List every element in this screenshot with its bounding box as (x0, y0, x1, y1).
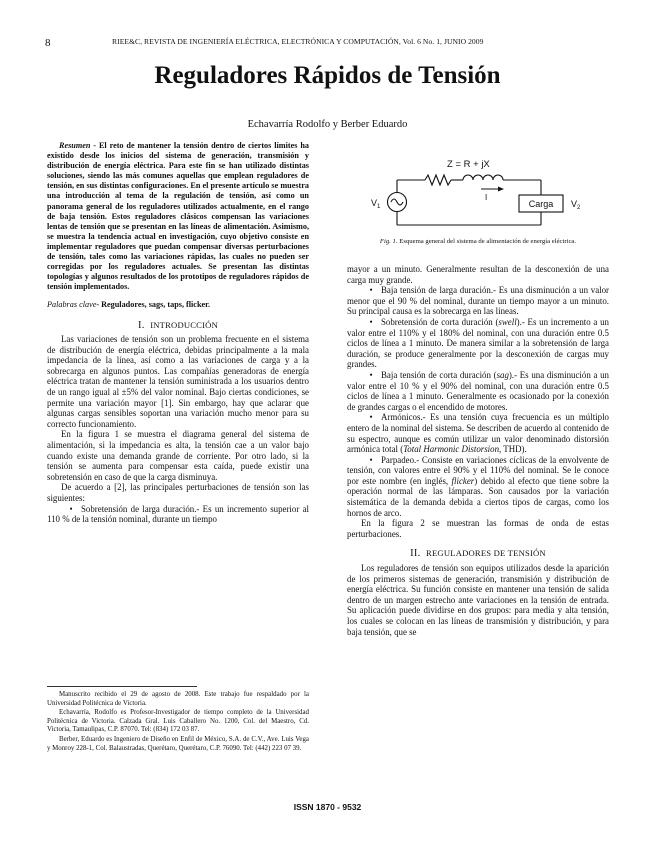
section-numeral: II. (410, 548, 421, 560)
resistor-symbol (425, 175, 451, 185)
abstract-lead: Resumen (59, 141, 91, 150)
sine-icon (391, 199, 403, 205)
caption-text: Esquema general del sistema de alimentación de energía eléctrica. (397, 238, 577, 245)
keywords (47, 300, 309, 310)
footnotes (47, 691, 309, 754)
section-heading-reguladores (347, 548, 609, 560)
section-title: REGULADORES DE TENSIÓN (426, 548, 546, 559)
bullet-text-pre: Baja tensión de corta duración ( (381, 369, 497, 380)
bullet-term: flicker (451, 475, 475, 486)
v2-label (571, 199, 581, 211)
bullet-glyph: • (69, 503, 73, 514)
abstract-text: - El reto de mantener la tensión dentro de ciertos límites ha existido desde los inicios del sistema de generación, transmisión y distribución de energía eléctrica. Para este fin se han utilizado distintas soluciones, siendo las más comunes aquellas que emplean reguladores de tensión, en sus distintas configuraciones. En el presente artículo se muestra una introducción al tema de la regulación de tensión, así como un panorama general de los reguladores utilizados actualmente, en el rango de baja tensión. Estos reguladores clásicos compensan las variaciones lentas de tensión que se presentan en las líneas de alimentación. Asimismo, se muestra la tendencia actual en investigación, cuyo objetivo consiste en implementar reguladores que puedan compensar diversas perturbaciones de tensión, tales como las variaciones rápidas, las cuales no pueden ser corregidas por los reguladores actuales. Se presentan las distintas topologías y algunos resultados de los prototipos de reguladores rápidos de tensión implementados. (47, 141, 309, 292)
running-header: RIEE&C, REVISTA DE INGENIERÍA ELÉCTRICA, ELECTRÓNICA Y COMPUTACIÓN, Vol. 6 No. 1, JUNIO 2009 (112, 37, 484, 46)
bullet-text: Baja tensión de larga duración.- Es una disminución a un valor menor que el 90 % del nominal, durante un tiempo mayor a un minuto. Su principal causa es la sobrecarga en las líneas. (347, 285, 609, 317)
figure-1-caption (347, 238, 609, 245)
bullet-text-post: ) debido al efecto que tiene sobre la operación normal de las lámparas. Son causados por la variación sistemática de la demanda debida a ciertos tipos de cargas, como los hornos de arco. (347, 475, 609, 518)
bullet-item (47, 504, 309, 525)
paper-authors: Echavarría Rodolfo y Berber Eduardo (247, 119, 408, 130)
v1-label (371, 198, 381, 210)
current-label: I (485, 193, 488, 202)
bullet-term: swell (498, 316, 517, 327)
bullet-term: Total Harmonic Distorsion (403, 444, 500, 455)
section-heading-introduccion (47, 320, 309, 332)
bullet-item (347, 455, 609, 519)
paragraph: Los reguladores de tensión son equipos utilizados desde la aparición de los primeros sistemas de generación, transmisión y distribución de energía eléctrica. Su función consiste en mantener una tensión de salida dentro de un margen estrecho ante variaciones en la tensión de entrada. Su aplicación puede dividirse en dos grupos: para media y alta tensión, los cuales se colocan en las líneas de transmisión y distribución, y para baja tensión, que se (347, 563, 609, 637)
bullet-text-pre: Parpadeo.- Consiste en variaciones cíclicas de la envolvente de tensión, con valores entre el 90% y el 110% del nominal. Se le conoce por este nombre (en inglés, (347, 454, 609, 486)
bullet-item (347, 412, 609, 454)
bullet-text-post: ).- Es un incremento a un valor entre el 110% y el 180% del nominal, con una duración entre 0.5 ciclos de línea a 1 minuto. De manera similar a la sobretensión de larga duración, se produce generalmente por la desconexión de cargas muy grandes. (347, 316, 609, 370)
abstract (47, 141, 309, 292)
bullet-glyph: • (369, 285, 373, 296)
bullet-text-post: ).- Es una disminución a un valor entre el 10 % y el 90% del nominal, con una duración entre 0.5 ciclos de línea a 1 minuto. Generalmente es ocasionado por la conexión de grandes cargas o el encendido de motores. (347, 369, 609, 412)
footnote: Echavarría, Rodolfo es Profesor-Investigador de tiempo completo de la Universidad Politécnica de Victoria. Calzada Gral. Luis Caballero No. 1200, Col. del Maestro, Cd. Victoria, Tamaulipas, C.P. 87070. Tel: (834) 172 03 87. (47, 709, 309, 734)
arrowhead-icon (498, 187, 504, 192)
footnote-rule (47, 686, 197, 687)
bullet-glyph: • (369, 316, 373, 327)
bullet-glyph: • (369, 369, 373, 380)
keywords-lead: Palabras clave (47, 300, 97, 310)
section-numeral: I. (138, 319, 145, 331)
bullet-text-pre: Armónicos.- Es una tensión cuya frecuencia es un múltiplo entero de la nominal del sistema. Se describen de acuerdo al contenido de su espectro, aunque es común utilizar un valor denominado distorsión armónica total ( (347, 412, 609, 455)
bullet-glyph: • (369, 454, 373, 465)
page-number: 8 (45, 37, 51, 49)
caption-label: Fig. 1. (379, 238, 398, 245)
bullet-text-post: , THD). (499, 444, 527, 455)
figure-1-circuit-diagram (367, 152, 607, 232)
paragraph: En la figura 2 se muestran las formas de onda de estas perturbaciones. (347, 518, 609, 539)
footnote: Manuscrito recibido el 29 de agosto de 2008. Este trabajo fue respaldado por la Universidad Politécnica de Victoria. (47, 691, 309, 707)
impedance-label: Z = R + jX (447, 159, 490, 170)
left-column (47, 141, 309, 525)
bullet-text-pre: Sobretensión de corta duración ( (381, 316, 499, 327)
paragraph: En la figura 1 se muestra el diagrama general del sistema de alimentación, si la impedancia es alta, la tensión cae a un valor bajo cuando existe una demanda grande de corriente. Por otro lado, si la tensión se aumenta para compensar esta caída, puede existir una sobretensión en caso de que la carga disminuya. (47, 429, 309, 482)
bullet-glyph: • (369, 412, 373, 423)
right-column (347, 264, 609, 637)
v2-subscript: 2 (577, 205, 581, 211)
section-title: INTRODUCCIÓN (150, 319, 218, 330)
bullet-continuation: mayor a un minuto. Generalmente resultan de la desconexión de una carga muy grande. (347, 264, 609, 285)
bullet-item (347, 370, 609, 412)
bullet-text: Sobretensión de larga duración.- Es un incremento superior al 110 % de la tensión nominal, durante un tiempo (47, 503, 309, 525)
issn-footer: ISSN 1870 - 9532 (293, 802, 362, 812)
v1-letter: V (371, 198, 378, 208)
footnote: Berber, Eduardo es Ingeniero de Diseño en Enfil de México, S.A. de C.V., Ave. Luis Vega y Monroy 228-1, Col. Balaustradas, Querétaro, Querétaro, C.P. 76090. Tel: (442) 223 07 39. (47, 735, 309, 752)
bullet-term: sag (496, 369, 509, 380)
inductor-symbol (463, 175, 503, 180)
keywords-text: - Reguladores, sags, taps, flicker. (96, 300, 211, 310)
bullet-item (347, 285, 609, 317)
bullet-item (347, 317, 609, 370)
paragraph: De acuerdo a [2], las principales perturbaciones de tensión son las siguientes: (47, 482, 309, 503)
load-label: Carga (528, 199, 554, 209)
paper-title: Reguladores Rápidos de Tensión (154, 62, 501, 89)
v2-letter: V (571, 199, 578, 209)
v1-subscript: 1 (377, 204, 381, 210)
paragraph: Las variaciones de tensión son un problema frecuente en el sistema de distribución de energía eléctrica, debidas principalmente a la mala impedancia de la línea, así como a las variaciones de carga y a la sobrecarga en algunos puntos. Las compañías generadoras de energía eléctrica tratan de mantener la tensión suministrada a los usuarios dentro de un rango igual al ±5% del valor nominal. Bajo ciertas condiciones, se permite una variación mayor [1]. Sin embargo, hay que aclarar que algunas cargas sensibles soportan una variación mucho menor para su correcto funcionamiento. (47, 334, 309, 429)
